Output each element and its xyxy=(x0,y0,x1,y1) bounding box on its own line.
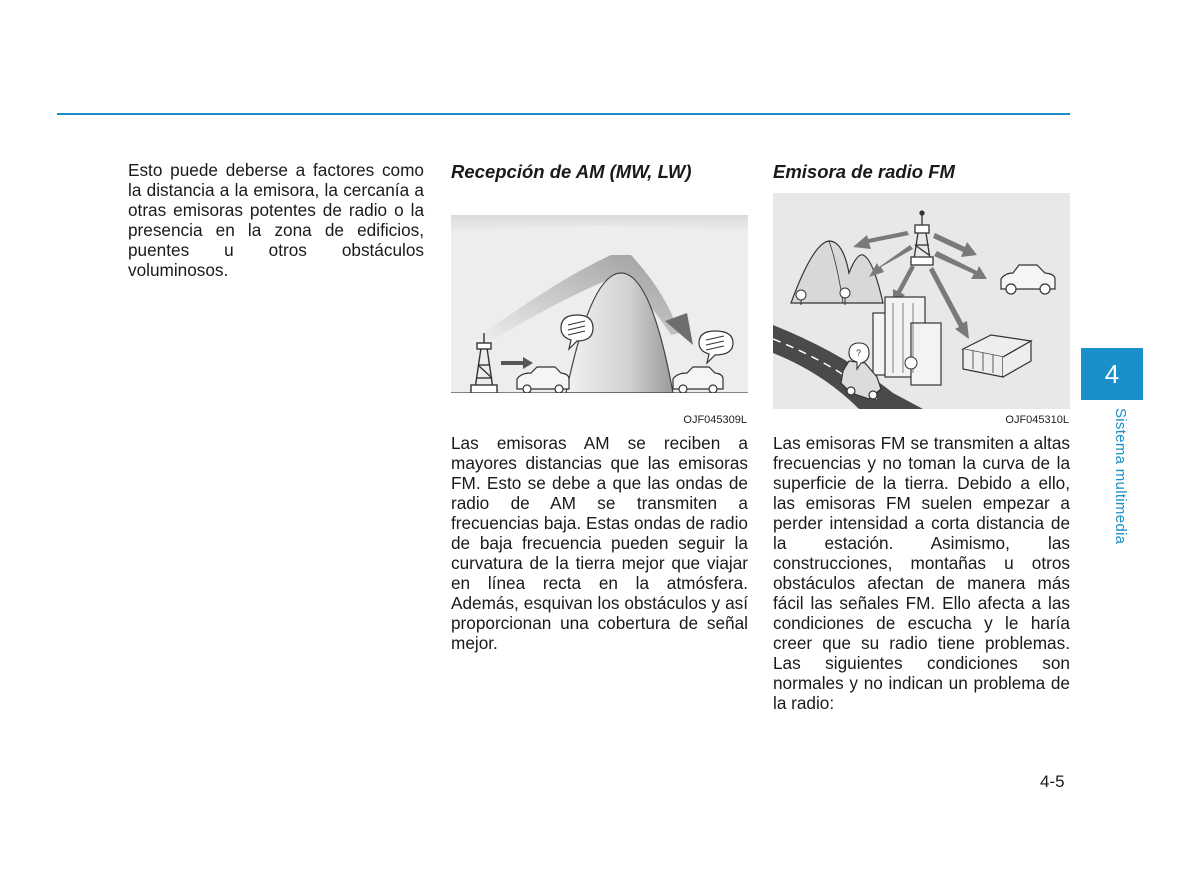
fm-illustration-svg xyxy=(773,193,1070,427)
am-column xyxy=(451,160,748,653)
am-figure-code: OJF045309L xyxy=(683,414,747,426)
fm-figure-code: OJF045310L xyxy=(1005,414,1069,426)
header-rule xyxy=(57,113,1070,115)
am-paragraph: Las emisoras AM se reciben a mayores distancias que las emisoras FM. Esto se debe a que las ondas de radio de AM se transmiten a frecuencias baja. Estas ondas de radio de baja frecuencia pueden seguir la curvatura de la tierra mejor que viajar en línea recta en la atmósfera. Además, esquivan los obstáculos y así proporcionan una cobertura de señal mejor. xyxy=(451,433,748,653)
page-number: 4-5 xyxy=(1040,772,1065,791)
chapter-number-tab: 4 xyxy=(1081,348,1143,400)
intro-column xyxy=(128,160,424,280)
fm-heading: Emisora de radio FM xyxy=(773,161,955,182)
intro-paragraph: Esto puede deberse a factores como la distancia a la emisora, la cercanía a otras emisoras potentes de radio o la presencia en la zona de edificios, puentes u otros obstáculos voluminosos. xyxy=(128,160,424,280)
am-illustration-svg xyxy=(451,193,748,427)
fm-column xyxy=(773,160,1070,713)
svg-text:?: ? xyxy=(856,348,862,358)
fm-reception-illustration xyxy=(773,193,1070,427)
am-heading: Recepción de AM (MW, LW) xyxy=(451,161,692,182)
fm-paragraph: Las emisoras FM se transmiten a altas frecuencias y no toman la curva de la superficie de la tierra. Debido a ello, las emisoras FM suelen empezar a perder intensidad a corta distancia de la estación. Asimismo, las construcciones, montañas u otros obstáculos afectan de manera más fácil las señales FM. Ello afecta a las condiciones de escucha y le haría creer que su radio tiene problemas. Las siguientes condiciones son normales y no indican un problema de la radio: xyxy=(773,433,1070,713)
chapter-title-vertical: Sistema multimedia xyxy=(1112,408,1129,545)
am-reception-illustration xyxy=(451,193,748,427)
